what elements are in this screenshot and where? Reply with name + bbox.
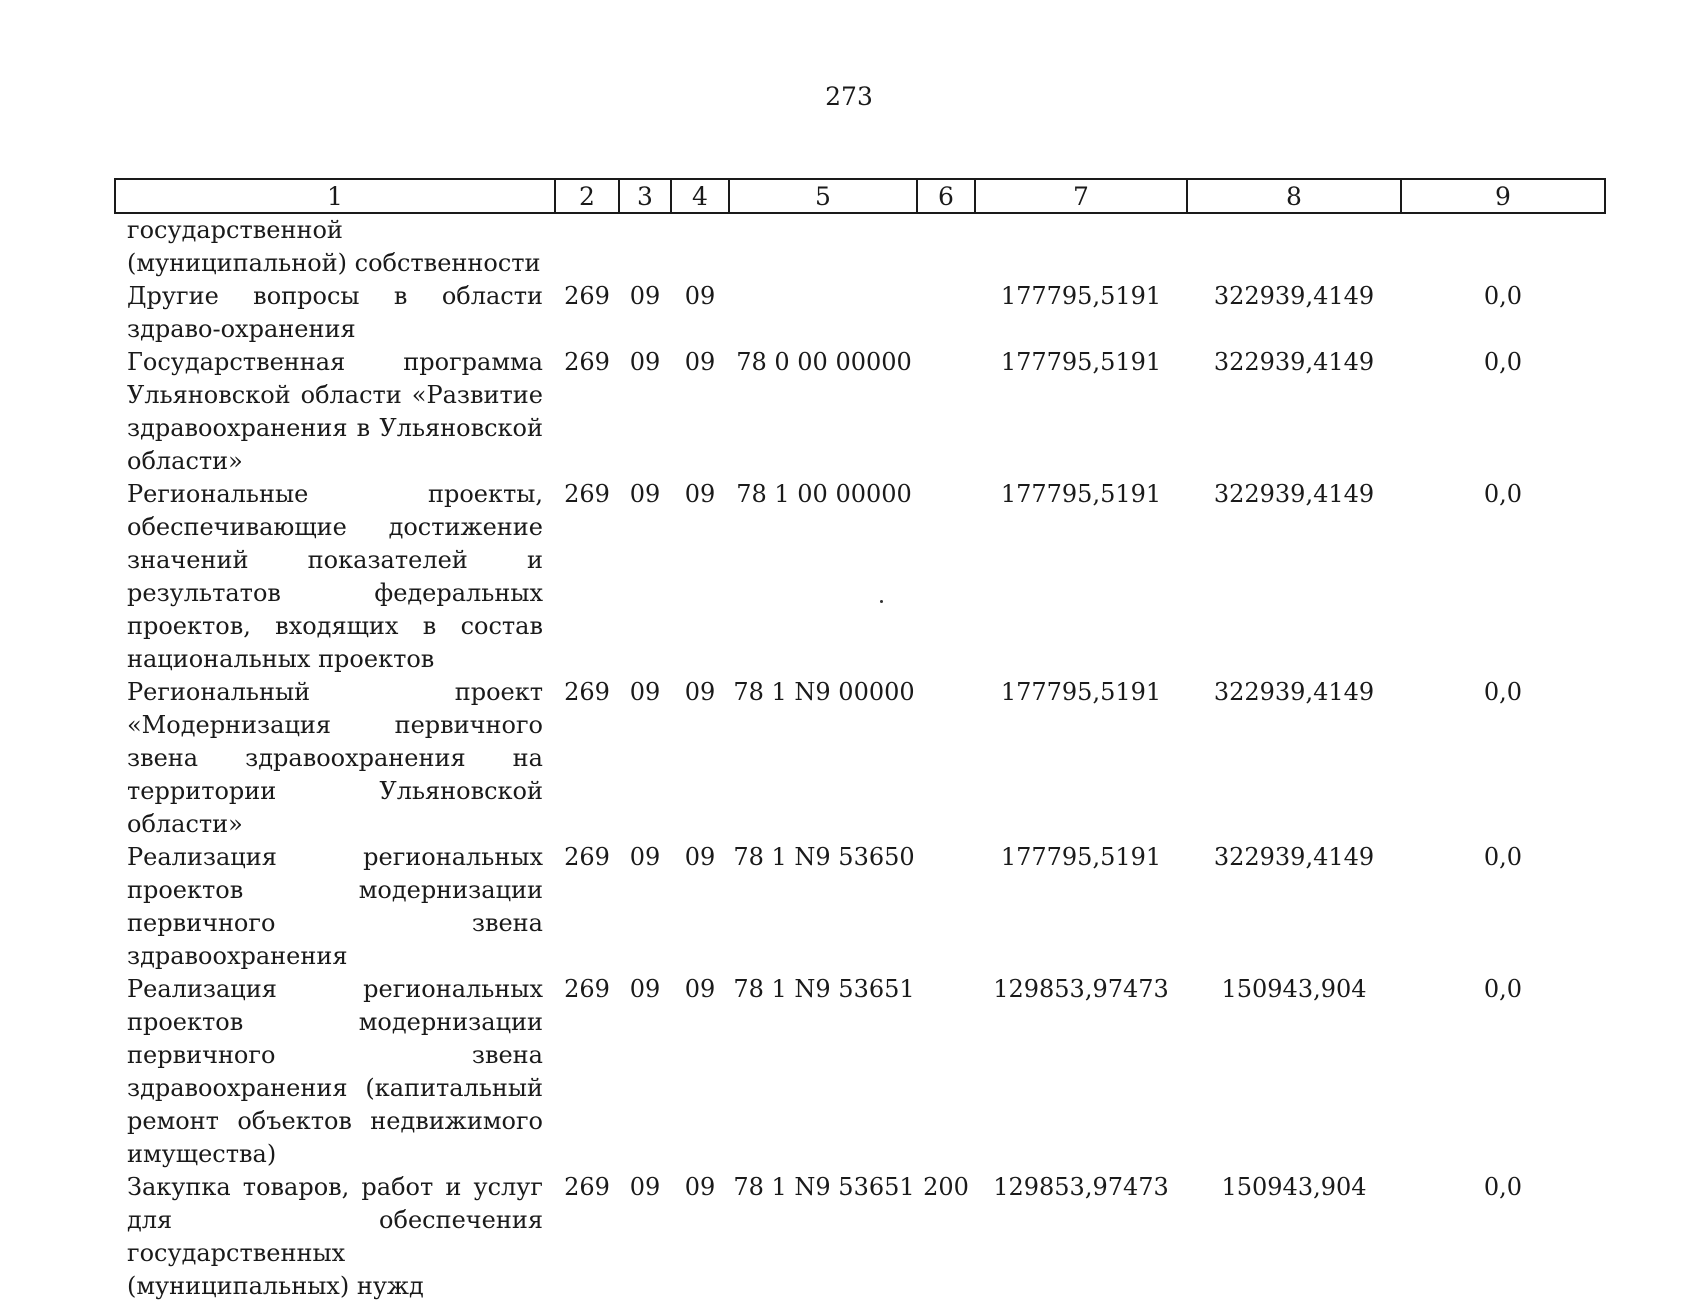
cell-col-5: 78 1 N9 53651 bbox=[733, 1173, 915, 1201]
cell-col-3: 09 bbox=[629, 480, 661, 508]
cell-col-8: 322939,4149 bbox=[1213, 282, 1375, 310]
cell-col-3: 09 bbox=[629, 348, 661, 376]
cell-col-8: 322939,4149 bbox=[1213, 843, 1375, 871]
cell-col-6 bbox=[917, 346, 975, 478]
cell-col-5: 78 1 N9 53651 bbox=[733, 975, 915, 1003]
cell-col-8: 322939,4149 bbox=[1213, 348, 1375, 376]
row-name: государственной (муниципальной) собственности bbox=[127, 216, 541, 277]
table-row bbox=[115, 841, 1605, 973]
table-row bbox=[115, 478, 1605, 676]
cell-col-2: 269 bbox=[564, 480, 610, 508]
table-row bbox=[115, 676, 1605, 841]
cell-col-9: 0,0 bbox=[1483, 975, 1523, 1003]
cell-col-4: 09 bbox=[684, 348, 716, 376]
cell-col-5: 78 0 00 00000 bbox=[736, 348, 912, 376]
cell-col-5 bbox=[729, 213, 917, 280]
cell-col-9: 0,0 bbox=[1483, 348, 1523, 376]
column-header-4: 4 bbox=[671, 179, 729, 213]
row-name: Закупка товаров, работ и услуг для обеспечения государственных (муниципальных) нужд bbox=[127, 1173, 543, 1300]
column-header-9: 9 bbox=[1401, 179, 1605, 213]
cell-col-7: 177795,5191 bbox=[1000, 480, 1162, 508]
budget-table-wrapper bbox=[114, 178, 1604, 1303]
cell-col-7: 177795,5191 bbox=[1000, 348, 1162, 376]
column-header-5: 5 bbox=[729, 179, 917, 213]
column-header-1: 1 bbox=[115, 179, 555, 213]
table-row bbox=[115, 213, 1605, 280]
column-header-6: 6 bbox=[917, 179, 975, 213]
cell-col-9: 0,0 bbox=[1483, 1173, 1523, 1201]
cell-col-3: 09 bbox=[629, 678, 661, 706]
cell-col-2: 269 bbox=[564, 975, 610, 1003]
cell-col-4: 09 bbox=[684, 1173, 716, 1201]
cell-col-8: 322939,4149 bbox=[1213, 678, 1375, 706]
cell-col-6: 200 bbox=[923, 1173, 969, 1201]
cell-col-4: 09 bbox=[684, 480, 716, 508]
cell-col-5: 78 1 N9 53650 bbox=[733, 843, 915, 871]
cell-col-2: 269 bbox=[564, 348, 610, 376]
cell-col-4 bbox=[671, 213, 729, 280]
cell-col-9: 0,0 bbox=[1483, 282, 1523, 310]
row-name: Государственная программа Ульяновской области «Развитие здравоохранения в Ульяновской области» bbox=[127, 348, 543, 475]
cell-col-4: 09 bbox=[684, 975, 716, 1003]
cell-col-6 bbox=[917, 478, 975, 676]
cell-col-9: 0,0 bbox=[1483, 843, 1523, 871]
cell-col-3: 09 bbox=[629, 975, 661, 1003]
column-header-7: 7 bbox=[975, 179, 1187, 213]
cell-col-9: 0,0 bbox=[1483, 480, 1523, 508]
cell-col-3 bbox=[619, 213, 671, 280]
cell-col-2: 269 bbox=[564, 1173, 610, 1201]
page-number: 273 bbox=[825, 82, 873, 111]
cell-col-5: 78 1 00 00000 bbox=[736, 480, 912, 508]
cell-col-4: 09 bbox=[684, 843, 716, 871]
table-row bbox=[115, 973, 1605, 1171]
cell-col-2: 269 bbox=[564, 282, 610, 310]
cell-col-7 bbox=[975, 213, 1187, 280]
cell-col-7: 177795,5191 bbox=[1000, 282, 1162, 310]
table-row bbox=[115, 1171, 1605, 1303]
column-header-2: 2 bbox=[555, 179, 619, 213]
row-name: Реализация региональных проектов модернизации первичного звена здравоохранения bbox=[127, 843, 543, 970]
cell-col-2: 269 bbox=[564, 843, 610, 871]
cell-col-4: 09 bbox=[684, 678, 716, 706]
table-row bbox=[115, 346, 1605, 478]
cell-col-7: 177795,5191 bbox=[1000, 843, 1162, 871]
cell-col-3: 09 bbox=[629, 282, 661, 310]
cell-col-5: 78 1 N9 00000 bbox=[733, 678, 915, 706]
cell-col-6 bbox=[917, 676, 975, 841]
cell-col-2 bbox=[555, 213, 619, 280]
cell-col-6 bbox=[917, 973, 975, 1171]
cell-col-6 bbox=[917, 841, 975, 973]
cell-col-8: 150943,904 bbox=[1221, 1173, 1367, 1201]
scan-speck bbox=[880, 600, 883, 603]
cell-col-8: 150943,904 bbox=[1221, 975, 1367, 1003]
cell-col-5 bbox=[729, 280, 917, 346]
cell-col-9: 0,0 bbox=[1483, 678, 1523, 706]
budget-table bbox=[114, 178, 1606, 1303]
cell-col-4: 09 bbox=[684, 282, 716, 310]
cell-col-3: 09 bbox=[629, 1173, 661, 1201]
cell-col-8 bbox=[1187, 213, 1401, 280]
table-header-row bbox=[115, 179, 1605, 213]
cell-col-7: 129853,97473 bbox=[993, 975, 1169, 1003]
cell-col-9 bbox=[1401, 213, 1605, 280]
cell-col-6 bbox=[917, 280, 975, 346]
row-name: Региональные проекты, обеспечивающие достижение значений показателей и результатов федеральных проектов, входящих в состав национальных проектов bbox=[127, 480, 543, 673]
column-header-3: 3 bbox=[619, 179, 671, 213]
cell-col-7: 129853,97473 bbox=[993, 1173, 1169, 1201]
row-name: Другие вопросы в области здраво-охранения bbox=[127, 282, 543, 343]
column-header-8: 8 bbox=[1187, 179, 1401, 213]
row-name: Региональный проект «Модернизация первичного звена здравоохранения на территории Ульяновской области» bbox=[127, 678, 543, 838]
cell-col-2: 269 bbox=[564, 678, 610, 706]
cell-col-7: 177795,5191 bbox=[1000, 678, 1162, 706]
cell-col-3: 09 bbox=[629, 843, 661, 871]
table-row bbox=[115, 280, 1605, 346]
row-name: Реализация региональных проектов модернизации первичного звена здравоохранения (капитальный ремонт объектов недвижимого имущества) bbox=[127, 975, 543, 1168]
cell-col-8: 322939,4149 bbox=[1213, 480, 1375, 508]
cell-col-6 bbox=[917, 213, 975, 280]
